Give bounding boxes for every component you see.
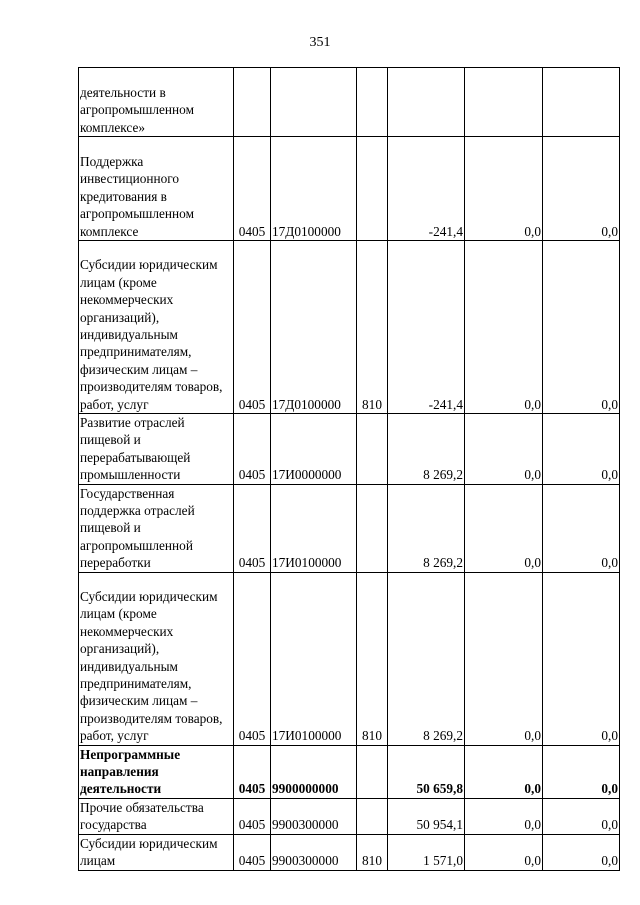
cell-name: Прочие обязательства государства bbox=[79, 798, 234, 834]
cell-value-1 bbox=[388, 68, 465, 137]
cell-type bbox=[357, 68, 388, 137]
cell-value-1: 1 571,0 bbox=[388, 834, 465, 870]
cell-type: 810 bbox=[357, 572, 388, 745]
cell-name: Поддержка инвестиционного кредитования в агропромышленном комплексе bbox=[79, 137, 234, 241]
cell-value-1: 8 269,2 bbox=[388, 414, 465, 485]
cell-section: 0405 bbox=[234, 137, 271, 241]
cell-value-2: 0,0 bbox=[465, 414, 543, 485]
cell-type: 810 bbox=[357, 834, 388, 870]
cell-section: 0405 bbox=[234, 414, 271, 485]
cell-value-3 bbox=[543, 68, 620, 137]
table-row bbox=[79, 798, 620, 834]
cell-value-2: 0,0 bbox=[465, 137, 543, 241]
cell-value-1: -241,4 bbox=[388, 241, 465, 414]
cell-section: 0405 bbox=[234, 572, 271, 745]
cell-value-2: 0,0 bbox=[465, 241, 543, 414]
cell-type bbox=[357, 414, 388, 485]
cell-value-3: 0,0 bbox=[543, 745, 620, 798]
cell-value-1: 8 269,2 bbox=[388, 572, 465, 745]
cell-name: Субсидии юридическим лицам bbox=[79, 834, 234, 870]
cell-name: Субсидии юридическим лицам (кроме некоммерческих организаций), индивидуальным предпринимателям, физическим лицам – производителям товаров, работ, услуг bbox=[79, 241, 234, 414]
cell-value-2: 0,0 bbox=[465, 798, 543, 834]
cell-name: Развитие отраслей пищевой и перерабатывающей промышленности bbox=[79, 414, 234, 485]
cell-type: 810 bbox=[357, 241, 388, 414]
table-row bbox=[79, 572, 620, 745]
table-row bbox=[79, 68, 620, 137]
cell-value-3: 0,0 bbox=[543, 484, 620, 572]
cell-code: 9900000000 bbox=[271, 745, 357, 798]
cell-value-3: 0,0 bbox=[543, 834, 620, 870]
cell-value-3: 0,0 bbox=[543, 798, 620, 834]
cell-value-2: 0,0 bbox=[465, 834, 543, 870]
cell-section: 0405 bbox=[234, 798, 271, 834]
cell-type bbox=[357, 484, 388, 572]
cell-code bbox=[271, 68, 357, 137]
cell-section bbox=[234, 68, 271, 137]
cell-code: 17Д0100000 bbox=[271, 241, 357, 414]
table-row bbox=[79, 484, 620, 572]
cell-code: 17И0100000 bbox=[271, 572, 357, 745]
cell-name: Государственная поддержка отраслей пищевой и агропромышленной переработки bbox=[79, 484, 234, 572]
cell-value-3: 0,0 bbox=[543, 241, 620, 414]
cell-code: 17И0000000 bbox=[271, 414, 357, 485]
cell-section: 0405 bbox=[234, 484, 271, 572]
table-row bbox=[79, 745, 620, 798]
cell-type bbox=[357, 137, 388, 241]
cell-value-1: 50 659,8 bbox=[388, 745, 465, 798]
cell-value-3: 0,0 bbox=[543, 137, 620, 241]
table-row bbox=[79, 137, 620, 241]
cell-value-1: 50 954,1 bbox=[388, 798, 465, 834]
cell-type bbox=[357, 798, 388, 834]
cell-code: 9900300000 bbox=[271, 834, 357, 870]
cell-name: Непрограммные направления деятельности bbox=[79, 745, 234, 798]
cell-section: 0405 bbox=[234, 745, 271, 798]
cell-section: 0405 bbox=[234, 241, 271, 414]
cell-section: 0405 bbox=[234, 834, 271, 870]
cell-name: деятельности в агропромышленном комплексе» bbox=[79, 68, 234, 137]
cell-value-2 bbox=[465, 68, 543, 137]
cell-value-1: 8 269,2 bbox=[388, 484, 465, 572]
cell-code: 17И0100000 bbox=[271, 484, 357, 572]
table-row bbox=[79, 834, 620, 870]
table-row bbox=[79, 414, 620, 485]
cell-value-1: -241,4 bbox=[388, 137, 465, 241]
page-number: 351 bbox=[309, 35, 331, 50]
cell-value-2: 0,0 bbox=[465, 484, 543, 572]
cell-type bbox=[357, 745, 388, 798]
cell-code: 17Д0100000 bbox=[271, 137, 357, 241]
table-row bbox=[79, 241, 620, 414]
cell-value-2: 0,0 bbox=[465, 745, 543, 798]
cell-code: 9900300000 bbox=[271, 798, 357, 834]
cell-value-3: 0,0 bbox=[543, 414, 620, 485]
cell-value-2: 0,0 bbox=[465, 572, 543, 745]
budget-table bbox=[78, 67, 620, 871]
cell-name: Субсидии юридическим лицам (кроме некоммерческих организаций), индивидуальным предпринимателям, физическим лицам – производителям товаров, работ, услуг bbox=[79, 572, 234, 745]
cell-value-3: 0,0 bbox=[543, 572, 620, 745]
